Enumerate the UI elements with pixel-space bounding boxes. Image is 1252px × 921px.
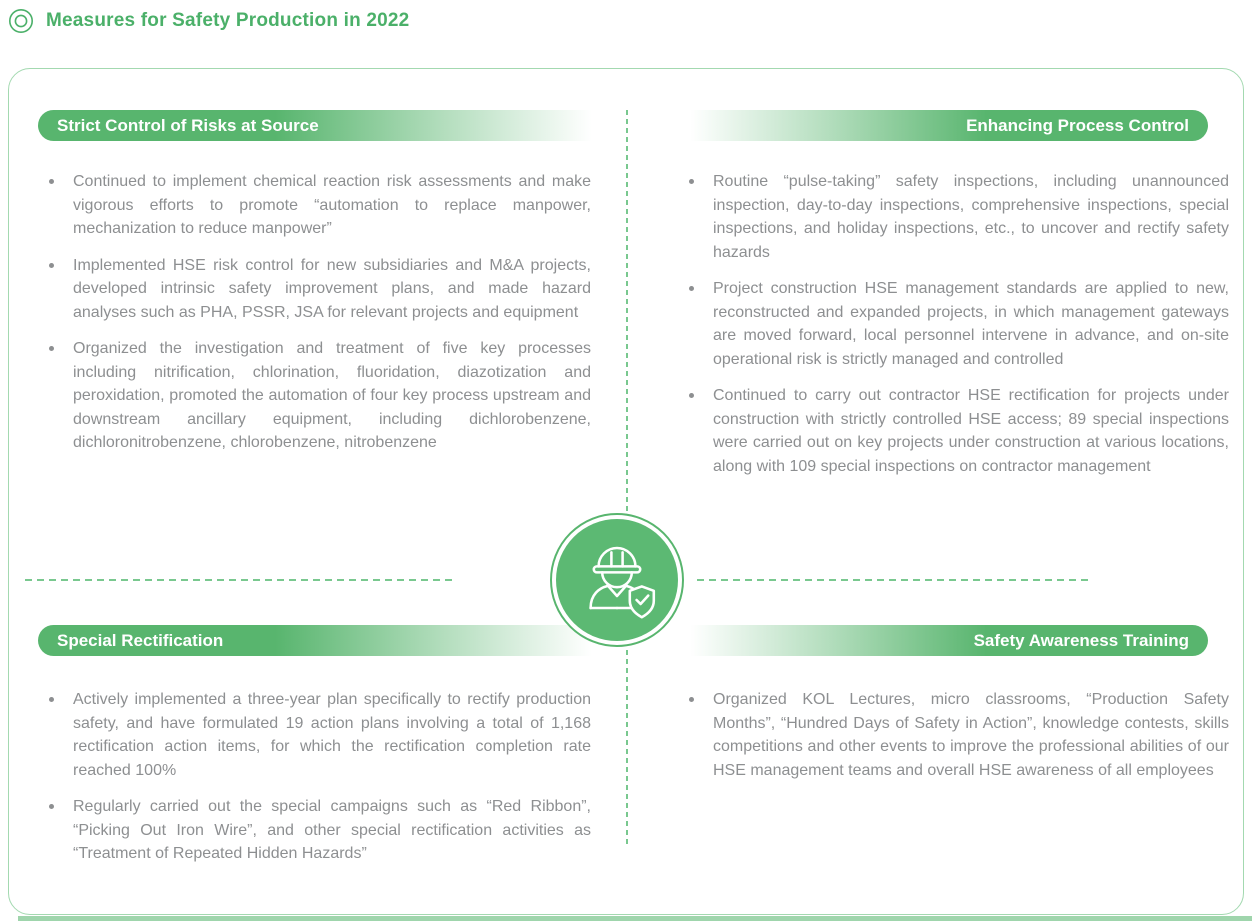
bullet-item: Continued to carry out contractor HSE rectification for projects under construction with strictly controlled HSE access; 89 special inspections were carried out on key projects under construction at various locations, along with 109 special inspections on contractor management bbox=[686, 384, 1229, 478]
bullet-item: Continued to implement chemical reaction risk assessments and make vigorous efforts to promote “automation to replace manpower, mechanization to reduce manpower” bbox=[46, 170, 591, 241]
section-header-safety-training: Safety Awareness Training bbox=[680, 625, 1208, 656]
page-title-row bbox=[8, 8, 409, 34]
section-body-process-control bbox=[686, 170, 1229, 491]
vertical-dashed-divider bbox=[626, 110, 628, 848]
bullet-item: Implemented HSE risk control for new subsidiaries and M&A projects, developed intrinsic safety improvement plans, and made hazard analyses such as PHA, PSSR, JSA for relevant projects and equipment bbox=[46, 254, 591, 325]
horizontal-dashed-divider-left bbox=[25, 579, 453, 581]
bullet-list bbox=[46, 170, 591, 455]
bullet-list bbox=[686, 170, 1229, 478]
bullet-item: Organized KOL Lectures, micro classrooms, “Production Safety Months”, “Hundred Days of Safety in Action”, knowledge contests, skills competitions and other events to improve the professional abilities of our HSE management teams and overall HSE awareness of all employees bbox=[686, 688, 1229, 782]
bullet-list bbox=[46, 688, 591, 866]
bullet-list bbox=[686, 688, 1229, 782]
bullet-item: Routine “pulse-taking” safety inspections, including unannounced inspection, day-to-day inspections, comprehensive inspections, special inspections, and holiday inspections, etc., to uncover and rectify safety hazards bbox=[686, 170, 1229, 264]
section-body-special-rectification bbox=[46, 688, 591, 879]
bullet-item: Regularly carried out the special campaigns such as “Red Ribbon”, “Picking Out Iron Wire”, and other special rectification activities as “Treatment of Repeated Hidden Hazards” bbox=[46, 795, 591, 866]
worker-line-art bbox=[569, 532, 665, 628]
horizontal-dashed-divider-right bbox=[697, 579, 1093, 581]
bottom-accent-strip bbox=[18, 916, 1252, 921]
bullet-item: Organized the investigation and treatment of five key processes including nitrification, chlorination, fluoridation, diazotization and peroxidation, promoted the automation of four key process upstream and downstream ancillary equipment, including dichlorobenzene, dichloronitrobenzene, chlorobenzene, nitrobenzene bbox=[46, 337, 591, 455]
section-body-strict-control bbox=[46, 170, 591, 468]
bullet-item: Actively implemented a three-year plan specifically to rectify production safety, and have formulated 19 action plans involving a total of 1,168 rectification action items, for which the rectification completion rate reached 100% bbox=[46, 688, 591, 782]
section-header-special-rectification: Special Rectification bbox=[38, 625, 603, 656]
target-double-circle-icon bbox=[8, 8, 34, 34]
safety-worker-shield-icon bbox=[550, 513, 684, 647]
section-header-strict-control: Strict Control of Risks at Source bbox=[38, 110, 603, 141]
section-body-safety-training bbox=[686, 688, 1229, 795]
bullet-item: Project construction HSE management standards are applied to new, reconstructed and expanded projects, in which management gateways are moved forward, local personnel intervene in advance, and on-site operational risk is strictly managed and controlled bbox=[686, 277, 1229, 371]
emblem-green-circle bbox=[556, 519, 678, 641]
page-title: Measures for Safety Production in 2022 bbox=[46, 10, 410, 31]
section-header-process-control: Enhancing Process Control bbox=[680, 110, 1208, 141]
